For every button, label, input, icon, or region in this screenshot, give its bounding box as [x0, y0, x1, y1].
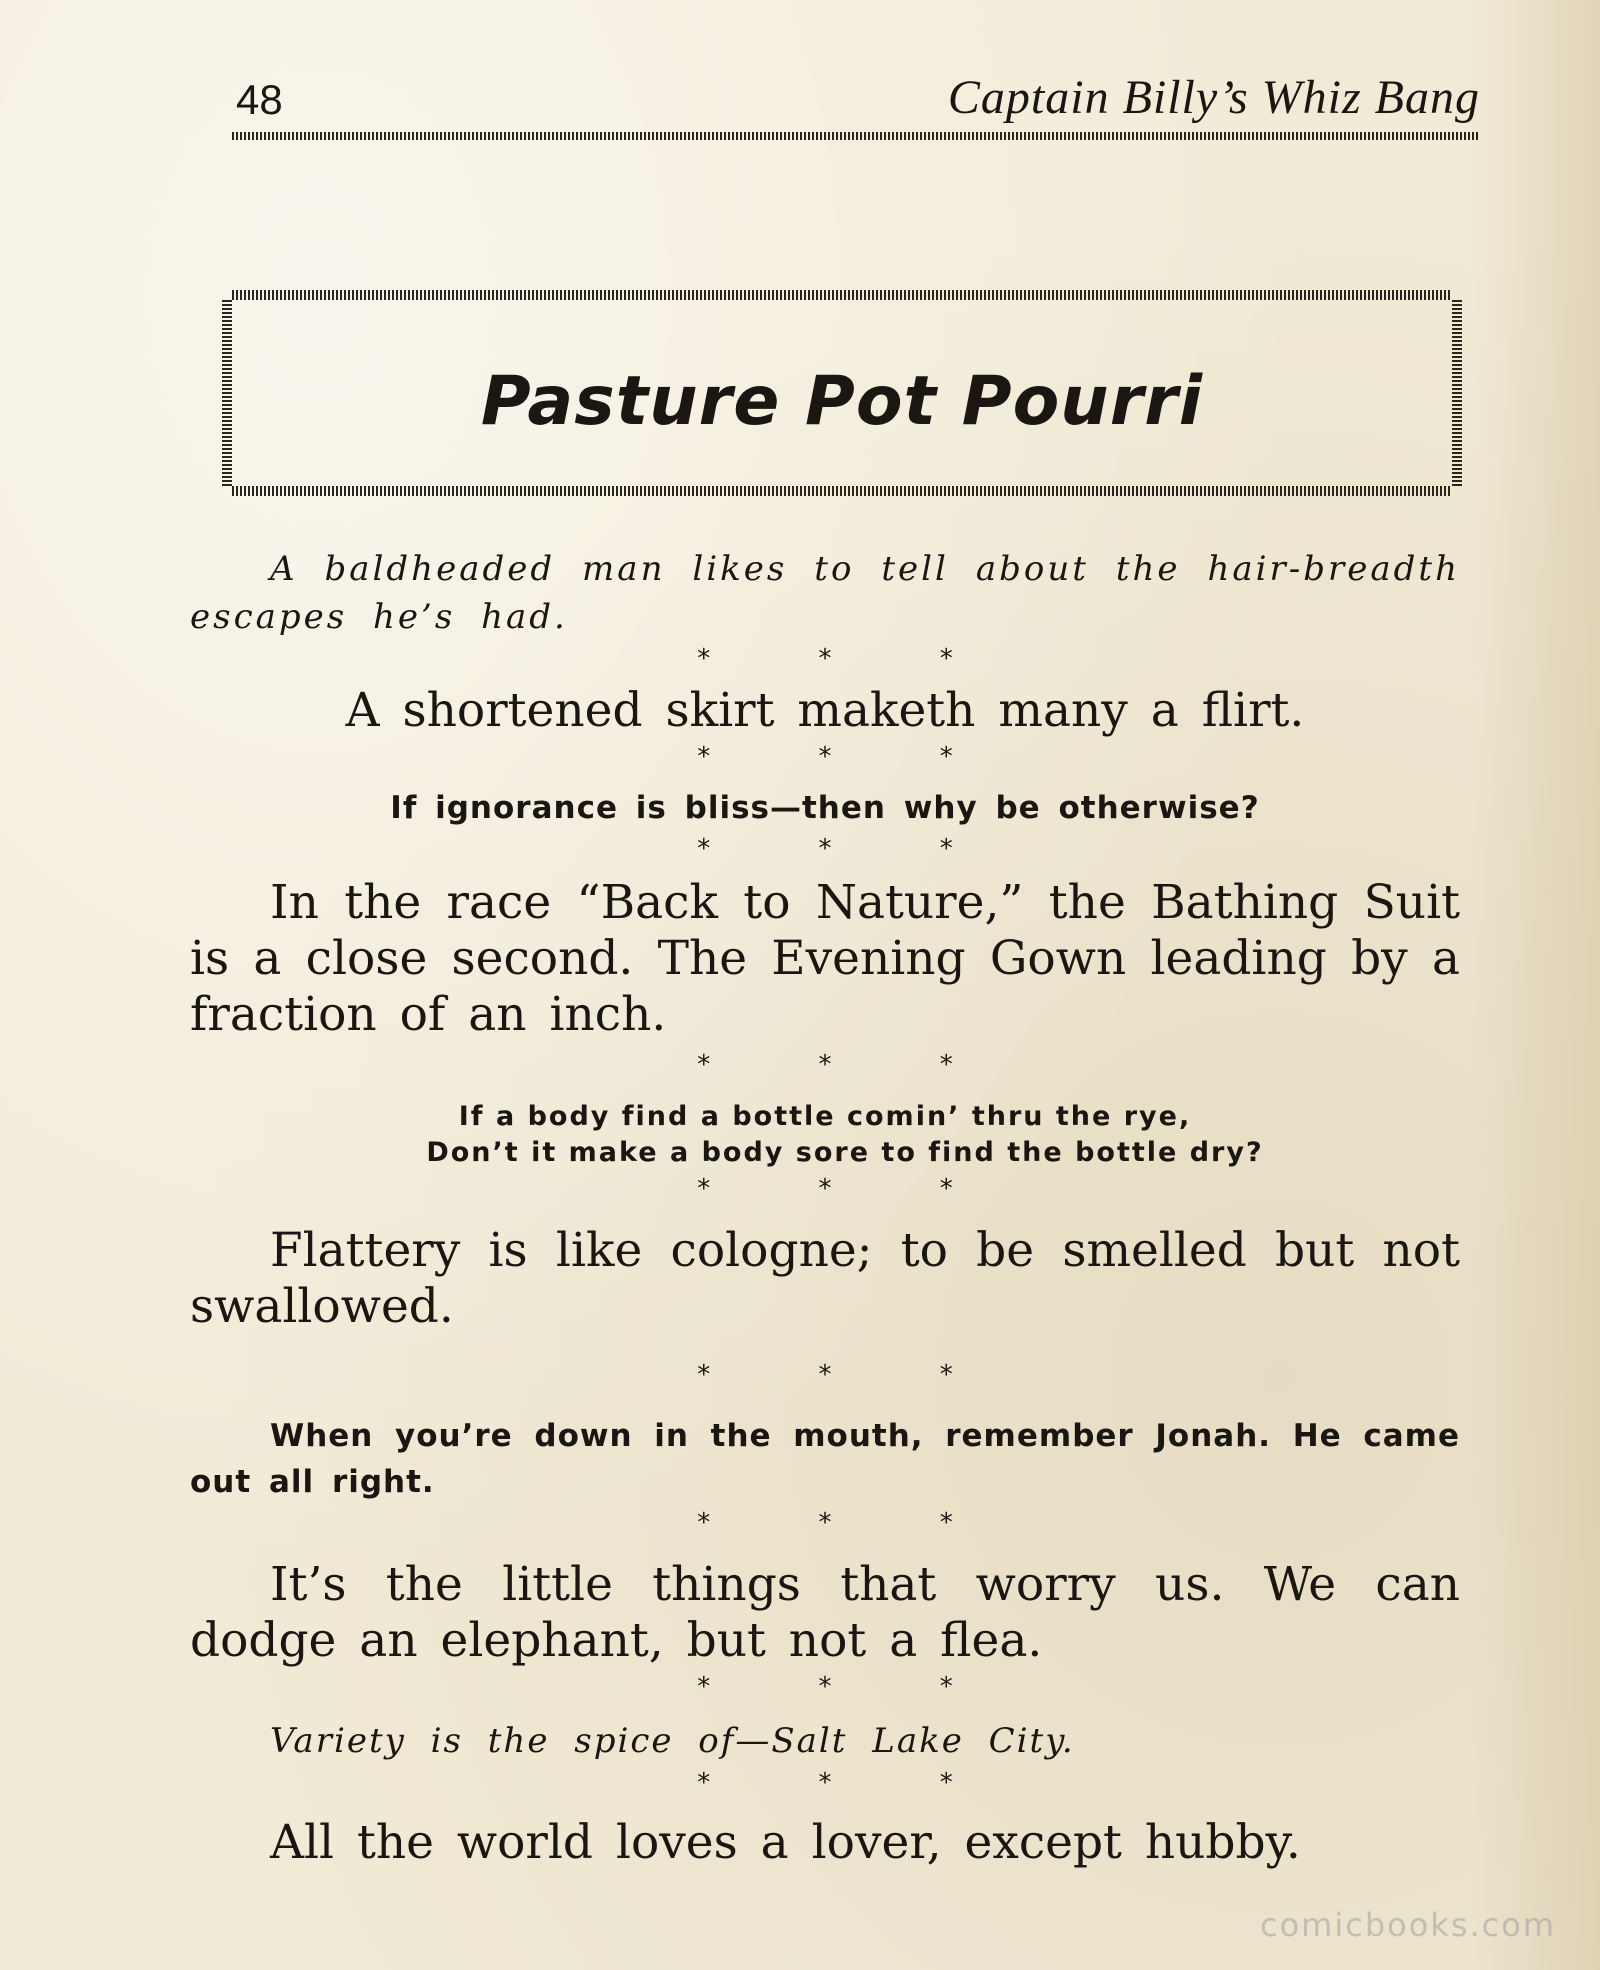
star-separator: * * * [697, 644, 1003, 674]
jokes-column [190, 545, 1460, 1871]
joke-5-line-2: Don’t it make a body sore to find the bottle dry? [426, 1137, 1264, 1168]
header-rule [232, 132, 1480, 140]
joke-4: In the race “Back to Nature,” the Bathing Suit is a close second. The Evening Gown leading by a fraction of an inch. [190, 875, 1460, 1042]
joke-1: A baldheaded man likes to tell about the hair-breadth escapes he’s had. [190, 549, 1460, 637]
star-separator: * * * [697, 1768, 1003, 1798]
star-separator: * * * [697, 1174, 1003, 1204]
frame-bottom-border [232, 486, 1452, 496]
joke-6: Flattery is like cologne; to be smelled but not swallowed. [190, 1223, 1460, 1334]
star-separator: * * * [697, 1672, 1003, 1702]
joke-5-line-1: If a body find a bottle comin’ thru the rye, [458, 1101, 1192, 1132]
joke-7: When you’re down in the mouth, remember Jonah. He came out all right. [190, 1418, 1460, 1500]
joke-10: All the world loves a lover, except hubby. [270, 1815, 1301, 1870]
frame-top-border [232, 290, 1452, 300]
frame-left-border [222, 300, 232, 486]
star-separator: * * * [697, 1360, 1003, 1390]
frame-right-border [1452, 300, 1462, 486]
star-separator: * * * [697, 742, 1003, 772]
star-separator: * * * [697, 1508, 1003, 1538]
joke-8: It’s the little things that worry us. We can dodge an elephant, but not a flea. [190, 1557, 1460, 1668]
joke-9: Variety is the spice of—Salt Lake City. [270, 1721, 1075, 1761]
page-number: 48 [236, 76, 283, 123]
joke-5 [190, 1099, 1460, 1171]
star-separator: * * * [697, 834, 1003, 864]
watermark: comicbooks.com [1259, 1906, 1556, 1944]
section-title: Pasture Pot Pourri [480, 362, 1204, 441]
page-header [232, 66, 1480, 140]
star-separator: * * * [697, 1050, 1003, 1080]
running-title: Captain Billy’s Whiz Bang [947, 71, 1480, 124]
title-frame [222, 290, 1462, 496]
joke-3: If ignorance is bliss—then why be otherwise? [390, 790, 1260, 826]
joke-2: A shortened skirt maketh many a flirt. [345, 683, 1305, 738]
